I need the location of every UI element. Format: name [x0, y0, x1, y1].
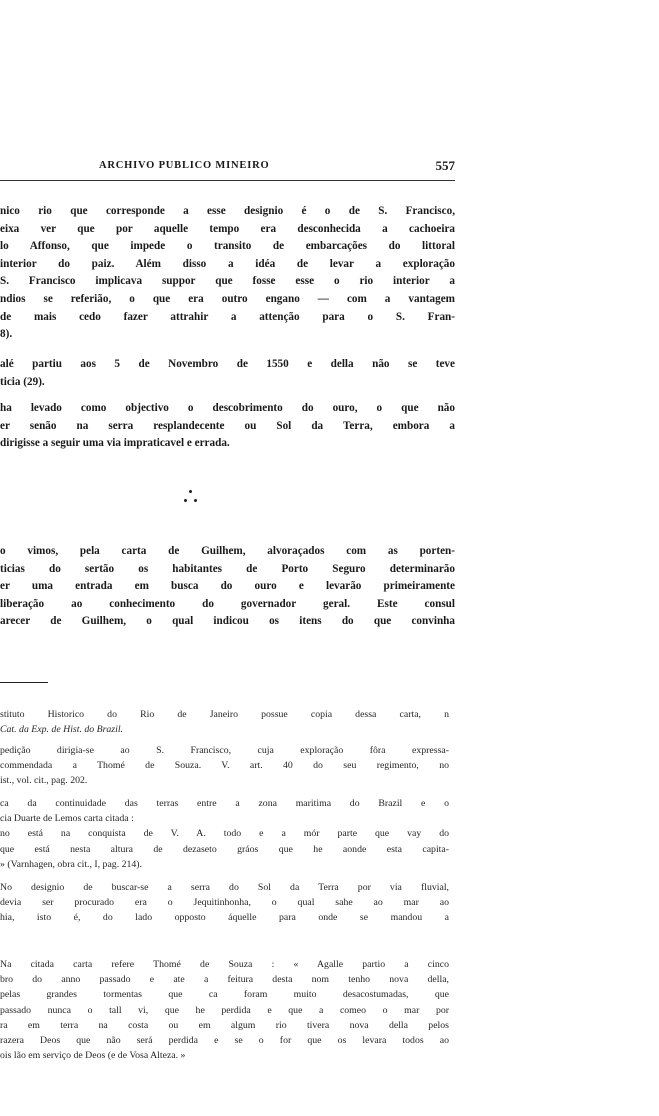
footnote-line: » (Varnhagen, obra cit., I, pag. 214). — [0, 858, 143, 870]
footnote-line: pedição dirigia-se ao S. Francisco, cuja exploração fôra expressa- — [0, 745, 449, 756]
footnote-line: Cat. da Exp. de Hist. do Brazil. — [0, 724, 124, 736]
footnote-2 — [0, 743, 449, 789]
text-line: eixa ver que por aquelle tempo era desconhecida a cachoeira — [0, 222, 455, 235]
text-line: de mais cedo fazer attrahir a attenção para o S. Fran- — [0, 310, 455, 323]
body-paragraph-3 — [0, 400, 455, 453]
text-line: lo Affonso, que impede o transito de embarcações do littoral — [0, 240, 455, 253]
text-line: S. Francisco implicava suppor que fosse esse o rio interior a — [0, 275, 455, 288]
footnote-line: No designio de buscar-se a serra do Sol da Terra por via fluvial, — [0, 882, 449, 893]
footnote-line: ois lão em serviço de Deos (e de Vosa Alteza. » — [0, 1050, 186, 1062]
text-line: o vimos, pela carta de Guilhem, alvoraçados com as porten- — [0, 545, 455, 557]
footnote-line: hia, isto é, do lado opposto áquelle para onde se mandou a — [0, 912, 449, 924]
running-title: ARCHIVO PUBLICO MINEIRO — [99, 160, 270, 171]
footnote-line: devia ser procurado era o Jequitinhonha, o qual sahe ao mar ao — [0, 897, 449, 909]
text-line: interior do paiz. Além disso a idéa de levar a exploração — [0, 257, 455, 270]
text-line: ha levado como objectivo o descobrimento do ouro, o que não — [0, 402, 455, 414]
footnote-line: cia Duarte de Lemos carta citada : — [0, 813, 134, 825]
footnote-line: bro do anno passado e ate a feitura desta nom tenho nova della, — [0, 974, 449, 986]
text-line: liberação ao conhecimento do governador geral. Este consul — [0, 597, 455, 610]
text-line: 8). — [0, 328, 13, 341]
section-ornament-icon — [184, 488, 198, 506]
footnote-line: ra em terra na costa ou em algum rio tivera nova della pelos — [0, 1019, 449, 1031]
footnote-line: stituto Historico do Rio de Janeiro possue copia dessa carta, n — [0, 709, 449, 720]
text-line: alé partiu aos 5 de Novembro de 1550 e della não se teve — [0, 358, 455, 370]
page-number: 557 — [435, 158, 455, 173]
body-paragraph-2 — [0, 356, 455, 391]
text-line: dirigisse a seguir uma via impraticavel e errada. — [0, 437, 230, 450]
footnote-4 — [0, 880, 449, 926]
text-line: er senão na serra resplandecente ou Sol da Terra, embora a — [0, 419, 455, 432]
footnote-1 — [0, 707, 449, 737]
text-line: arecer de Guilhem, o qual indicou os itens do que convinha — [0, 615, 455, 628]
footnote-line: ca da continuidade das terras entre a zona maritima do Brazil e o — [0, 798, 449, 809]
footnote-rule — [0, 682, 48, 683]
footnote-line: passado nunca o tall vi, que he perdida e que a comeo o mar por — [0, 1004, 449, 1016]
page-header — [0, 158, 455, 181]
footnote-line: pelas grandes tormentas que ca foram muito desacostumadas, que — [0, 989, 449, 1001]
text-line: ticias do sertão os habitantes de Porto Seguro determinarão — [0, 562, 455, 575]
body-paragraph-1 — [0, 203, 455, 344]
text-line: er uma entrada em busca do ouro e levarão primeiramente — [0, 580, 455, 593]
footnote-line: ist., vol. cit., pag. 202. — [0, 775, 88, 787]
footnote-line: Na citada carta refere Thomé de Souza : « Agalle partio a cinco — [0, 959, 449, 970]
text-line: nico rio que corresponde a esse designio é o de S. Francisco, — [0, 205, 455, 217]
text-line: ndios se referião, o que era outro engano — com a vantagem — [0, 292, 455, 305]
text-line: ticia (29). — [0, 375, 45, 388]
body-paragraph-4 — [0, 543, 455, 631]
footnote-line: razera Deos que não será perdida e se o for que os levara todos ao — [0, 1035, 449, 1047]
footnote-line: que está nesta altura de dezaseto gráos que he aonde esta capita- — [0, 843, 449, 855]
footnote-3 — [0, 796, 449, 872]
footnote-5 — [0, 957, 449, 1063]
footnote-line: commendada a Thomé de Souza. V. art. 40 do seu regimento, no — [0, 760, 449, 772]
footnote-line: no está na conquista de V. A. todo e a mór parte que vay do — [0, 828, 449, 840]
